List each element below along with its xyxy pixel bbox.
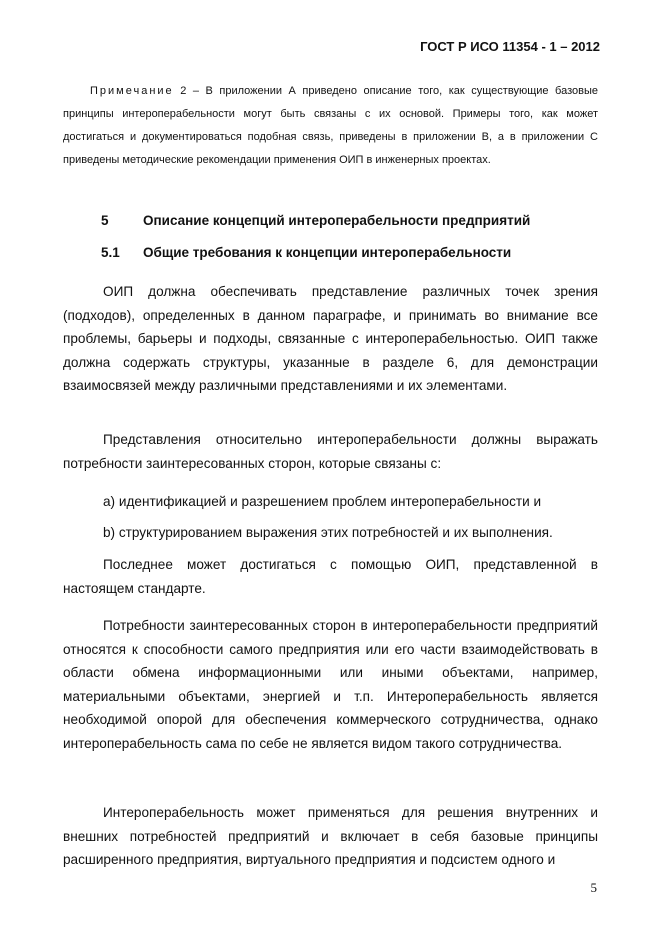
- note-block: [63, 80, 598, 172]
- section-5-1-number: 5.1: [101, 245, 120, 260]
- section-5-1-title: Общие требования к концепции интероперабельности: [143, 245, 512, 260]
- list-item-a: [63, 490, 598, 514]
- paragraph-1: [63, 280, 598, 398]
- paragraph-3: [63, 553, 598, 600]
- list-item-b: [63, 521, 598, 545]
- section-5-title: Описание концепций интероперабельности предприятий: [143, 213, 531, 228]
- section-5-number: 5: [101, 213, 109, 228]
- paragraph-2-text: Представления относительно интероперабельности должны выражать потребности заинтересованных сторон, которые связаны с:: [63, 432, 598, 471]
- section-5-1-heading: [101, 245, 511, 260]
- paragraph-5-text: Интероперабельность может применяться для решения внутренних и внешних потребностей предприятий и включает в себя базовые принципы расширенного предприятия, виртуального предприятия и подсистем одного и: [63, 805, 598, 867]
- paragraph-2: [63, 428, 598, 475]
- paragraph-1-text: ОИП должна обеспечивать представление различных точек зрения (подходов), определенных в данном параграфе, и принимать во внимание все проблемы, барьеры и подходы, связанные с интероперабельностью. ОИП также должна содержать структуры, указанные в разделе 6, для демонстрации взаимосвязей между различными представлениями и их элементами.: [63, 284, 598, 393]
- page-number: 5: [590, 880, 597, 895]
- paragraph-4-text: Потребности заинтересованных сторон в интероперабельности предприятий относятся к способности самого предприятия или его части взаимодействовать в области обмена информационными или иными объектами, например, материальными объектами, энергией и т.п. Интероперабельность является необходимой опорой для обеспечения коммерческого сотрудничества, однако интероперабельность сама по себе не является видом такого сотрудничества.: [63, 618, 598, 751]
- paragraph-3-text: Последнее может достигаться с помощью ОИП, представленной в настоящем стандарте.: [63, 557, 598, 596]
- note-paragraph: [63, 80, 598, 172]
- note-text: 2 – В приложении А приведено описание того, как существующие базовые принципы интероперабельности могут быть связаны с их основой. Примеры того, как может достигаться и документироваться подобная связь, приведены в приложении В, а в приложении С приведены методические рекомендации применения ОИП в инженерных проектах.: [63, 85, 598, 166]
- document-header: ГОСТ Р ИСО 11354 - 1 – 2012: [420, 39, 600, 54]
- list-item-b-text: b) структурированием выражения этих потребностей и их выполнения.: [103, 525, 553, 540]
- note-label: Примечание: [90, 85, 174, 97]
- list-item-a-text: a) идентификацией и разрешением проблем интероперабельности и: [103, 494, 542, 509]
- paragraph-4: [63, 614, 598, 755]
- paragraph-5: [63, 801, 598, 872]
- section-5-heading: [101, 213, 530, 228]
